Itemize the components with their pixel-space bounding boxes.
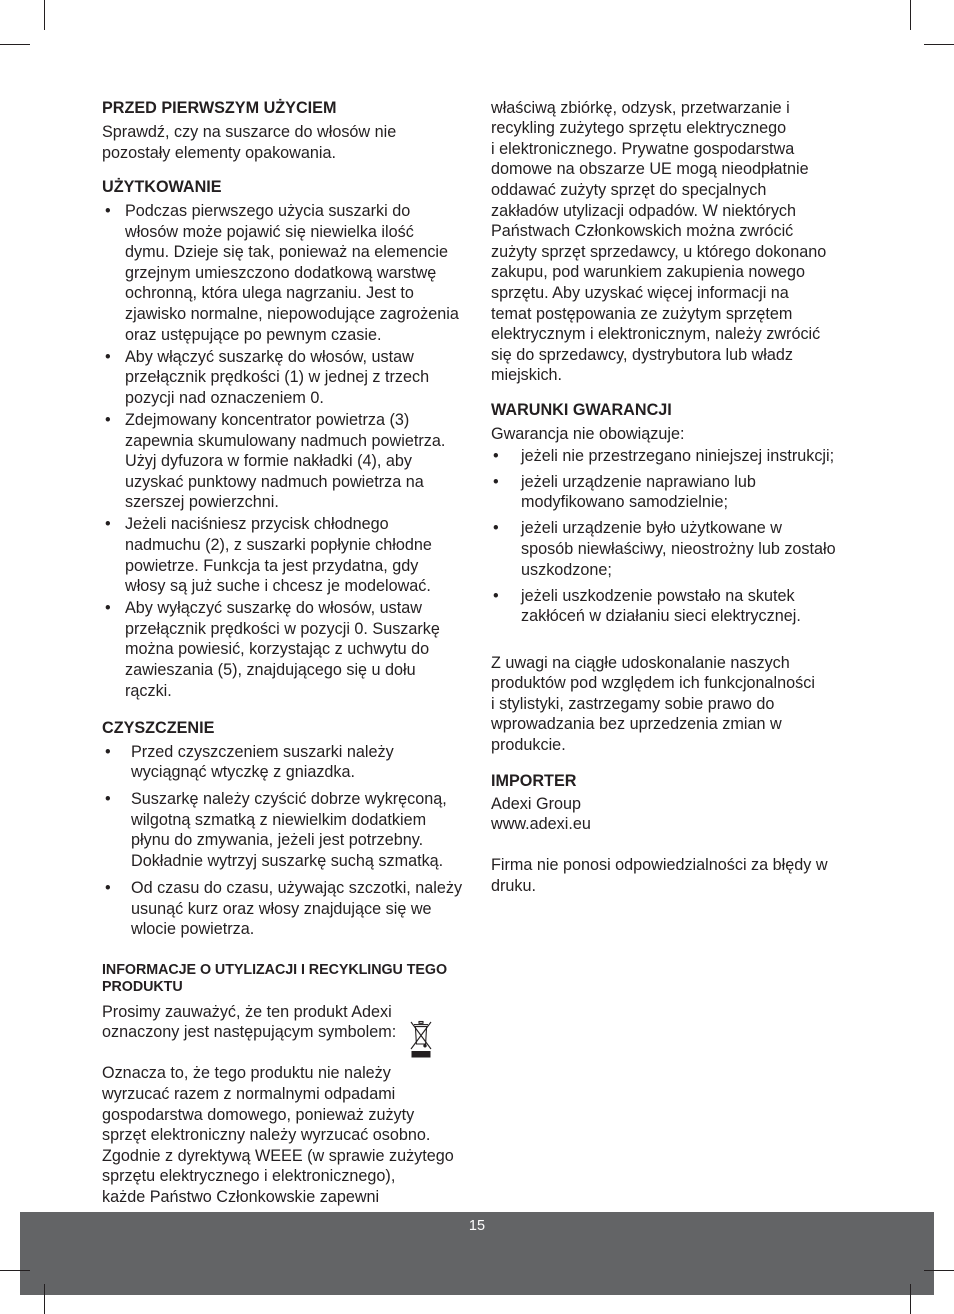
section-disposal xyxy=(102,962,468,1208)
list-item xyxy=(491,518,853,580)
bullet-icon xyxy=(105,201,111,222)
list-item-text: Aby włączyć suszarkę do włosów, ustaw przełącznik prędkości (1) w jednej z trzech pozycji nad oznaczeniem 0. xyxy=(125,347,430,407)
importer-website: www.adexi.eu xyxy=(491,815,591,834)
printing-errors-disclaimer: Firma nie ponosi odpowiedzialności za błędy w druku. xyxy=(491,856,828,896)
crop-mark xyxy=(924,44,954,45)
list-item xyxy=(102,410,468,513)
bullet-icon xyxy=(493,472,499,493)
crop-mark xyxy=(910,1284,911,1314)
paragraph: Gwarancja nie obowiązuje: xyxy=(491,424,685,443)
list-item-text: Od czasu do czasu, używając szczotki, należy usunąć kurz oraz włosy znajdujące się we wlocie powietrza. xyxy=(131,879,463,939)
usage-list xyxy=(102,201,468,701)
section-disposal-continued xyxy=(491,98,853,386)
bullet-icon xyxy=(105,410,111,431)
crop-mark xyxy=(910,0,911,30)
crop-mark xyxy=(924,1270,954,1271)
list-item-text: Aby wyłączyć suszarkę do włosów, ustaw przełącznik prędkości w pozycji 0. Suszarkę można powiesić, korzystając z uchwytu do zawieszania (5), znajdującego się u dołu rączki. xyxy=(125,599,440,700)
warranty-list xyxy=(491,446,853,627)
disposal-intro xyxy=(102,1002,468,1043)
section-cleaning xyxy=(102,718,468,940)
crop-mark xyxy=(44,0,45,30)
list-item xyxy=(491,446,853,467)
list-item-text: jeżeli nie przestrzegano niniejszej instrukcji; xyxy=(521,446,835,465)
list-item xyxy=(102,201,468,345)
list-item xyxy=(102,347,468,409)
list-item xyxy=(491,586,853,627)
section-importer xyxy=(491,771,853,897)
list-item-text: jeżeli uszkodzenie powstało na skutek zakłóceń w działaniu sieci elektrycznej. xyxy=(521,586,801,626)
list-item xyxy=(102,789,468,871)
page-footer xyxy=(20,1212,934,1295)
bullet-icon xyxy=(105,514,111,535)
list-item-text: Podczas pierwszego użycia suszarki do włosów może pojawić się niewielka ilość dymu. Dzieje się tak, ponieważ na elemencie grzejnym umieszczono dodatkową warstwę ochronną, która ulega nagrzaniu. Jest to zjawisko normalne, niepowodujące zagrożenia oraz ustępujące po pewnym czasie. xyxy=(125,201,459,344)
bullet-icon xyxy=(493,446,499,467)
list-item xyxy=(102,514,468,596)
section-heading: PRZED PIERWSZYM UŻYCIEM xyxy=(102,99,337,117)
bullet-icon xyxy=(493,518,499,539)
crop-mark xyxy=(44,1284,45,1314)
list-item-text: Zdejmowany koncentrator powietrza (3) zapewnia skumulowany nadmuch powietrza. Użyj dyfuzora w formie nakładki (4), aby uzyskać punktowy nadmuch powietrza na szerszej powierzchni. xyxy=(125,410,446,512)
list-item-text: jeżeli urządzenie naprawiano lub modyfikowano samodzielnie; xyxy=(521,472,756,512)
bullet-icon xyxy=(105,598,111,619)
paragraph: Z uwagi na ciągłe udoskonalanie naszych produktów pod względem ich funkcjonalności i stylistyki, zastrzegamy sobie prawo do wprowadzania bez uprzedzenia zmian w produkcie. xyxy=(491,653,815,755)
list-item-text: Przed czyszczeniem suszarki należy wyciągnąć wtyczkę z gniazdka. xyxy=(131,742,394,782)
list-item xyxy=(102,598,468,701)
crop-mark xyxy=(0,44,30,45)
list-item-text: jeżeli urządzenie było użytkowane w sposób niewłaściwy, nieostrożny lub zostało uszkodzone; xyxy=(521,519,836,579)
list-item-text: Jeżeli naciśniesz przycisk chłodnego nadmuchu (2), z suszarki popłynie chłodne powietrze. Funkcja ta jest przydatna, gdy włosy są już suche i chcesz je modelować. xyxy=(125,515,432,596)
weee-symbol-graphic xyxy=(408,1019,434,1059)
section-warranty xyxy=(491,400,853,627)
paragraph: właściwą zbiórkę, odzysk, przetwarzanie i recykling zużytego sprzętu elektrycznego i elektronicznego. Prywatne gospodarstwa domowe na obszarze UE mogą nieodpłatnie oddawać zużyty sprzęt do specjalnych zakładów utylizacji odpadów. W niektórych Państwach Członkowskich można zwrócić zużyty sprzęt sprzedawcy, u którego dokonano zakupu, pod warunkiem zakupienia nowego sprzętu. Aby uzyskać więcej informacji na temat postępowania ze zużytym sprzętem elektrycznym i elektronicznym, należy zwrócić się do sprzedawcy, dystrybutora lub władz miejskich. xyxy=(491,98,827,385)
list-item xyxy=(102,878,468,940)
section-usage xyxy=(102,177,468,701)
bullet-icon xyxy=(105,789,111,810)
paragraph: Sprawdź, czy na suszarce do włosów nie pozostały elementy opakowania. xyxy=(102,122,397,162)
list-item xyxy=(102,742,468,783)
section-heading: INFORMACJE O UTYLIZACJI I RECYKLINGU TEGO PRODUKTU xyxy=(102,961,448,995)
section-heading: WARUNKI GWARANCJI xyxy=(491,400,672,419)
importer-company: Adexi Group xyxy=(491,794,581,813)
cleaning-list xyxy=(102,742,468,940)
page-number: 15 xyxy=(468,1218,486,1234)
list-item-text: Suszarkę należy czyścić dobrze wykręconą, wilgotną szmatką z niewielkim dodatkiem płynu do zmywania, jeżeli jest potrzebny. Dokładnie wytrzyj suszarkę suchą szmatką. xyxy=(131,790,447,871)
section-before-first-use xyxy=(102,98,468,163)
list-item xyxy=(491,472,853,513)
weee-crossed-out-bin-icon xyxy=(408,1019,434,1059)
section-product-changes-note xyxy=(491,653,853,756)
bullet-icon xyxy=(493,586,499,607)
section-heading: UŻYTKOWANIE xyxy=(102,178,222,196)
section-heading: IMPORTER xyxy=(491,771,577,790)
bullet-icon xyxy=(105,878,111,899)
section-heading: CZYSZCZENIE xyxy=(102,719,215,737)
crop-mark xyxy=(0,1270,30,1271)
bullet-icon xyxy=(105,742,111,763)
paragraph: Oznacza to, że tego produktu nie należy wyrzucać razem z normalnymi odpadami gospodarstwa domowego, ponieważ zużyty sprzęt elektroniczny należy wyrzucać osobno. Zgodnie z dyrektywą WEEE (w sprawie zużytego sprzętu elektrycznego i elektronicznego), każde Państwo Członkowskie zapewni xyxy=(102,1064,454,1207)
bullet-icon xyxy=(105,347,111,368)
paragraph: Prosimy zauważyć, że ten produkt Adexi oznaczony jest następującym symbolem: xyxy=(102,1002,397,1042)
